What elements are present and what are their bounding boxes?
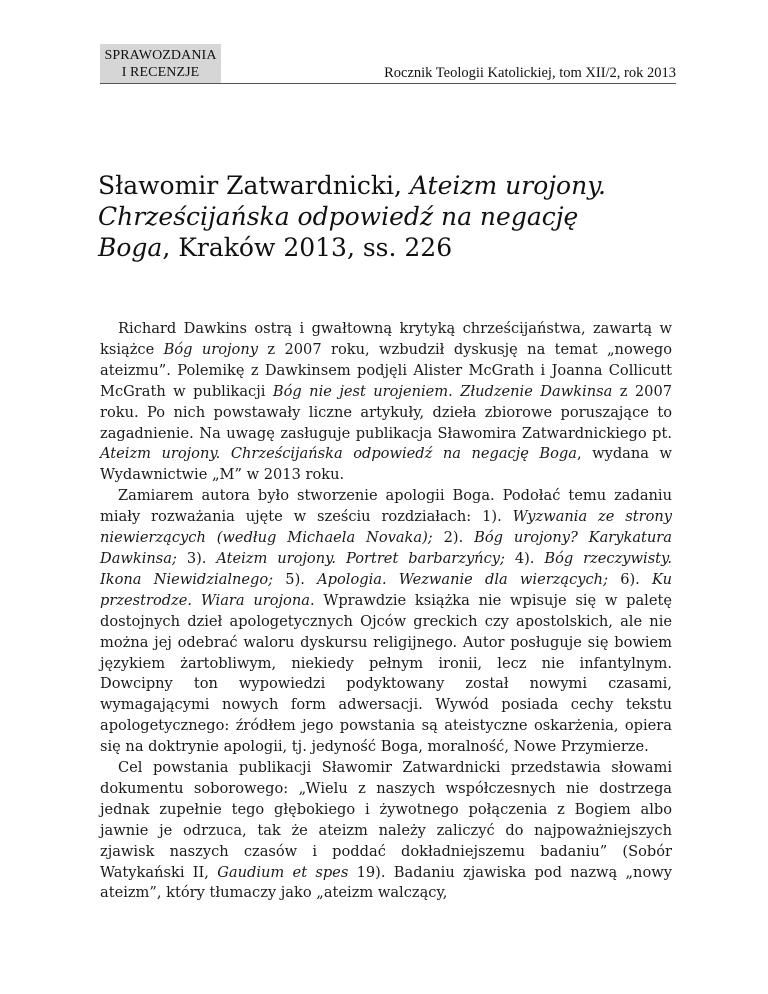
text-run: 5).: [273, 570, 318, 588]
title-book-part3: Boga: [98, 233, 163, 262]
review-body: [100, 319, 672, 904]
title-author: Sławomir Zatwardnicki,: [98, 171, 410, 200]
book-title-italic: Bóg nie jest urojeniem. Złudzenie Dawkinsa: [272, 382, 613, 400]
journal-title: Rocznik Teologii Katolickiej, tom XII/2, rok 2013: [384, 65, 676, 81]
text-run: 6).: [608, 570, 653, 588]
title-publication: , Kraków 2013, ss. 226: [162, 233, 453, 262]
text-run: Zamiarem autora było stworzenie apologii Boga. Podołać temu zadaniu miały rozważania ujęte w sześciu rozdziałach: 1).: [100, 487, 672, 526]
review-title: [98, 170, 678, 263]
text-run: , wydana w Wydawnictwie „M” w 2013 roku.: [100, 445, 672, 484]
text-run: z 2007 roku. Po nich powstawały liczne artykuły, dzieła zbiorowe poruszające to zagadnienie. Na uwagę zasługuje publikacja Sławomira Zatwardnickiego pt.: [100, 382, 673, 442]
book-title-italic: Bóg urojony: [163, 340, 258, 358]
chapter-title-italic: Ku przestrodze. Wiara urojona: [100, 570, 673, 609]
title-book-part1: Ateizm urojony.: [409, 171, 606, 200]
text-run: 2).: [432, 529, 475, 547]
paragraph-3: [100, 758, 672, 904]
text-run: Richard Dawkins ostrą i gwałtowną krytyką chrześcijaństwa, zawartą w książce: [100, 320, 672, 358]
text-run: z 2007 roku, wzbudził dyskusję na temat „nowego ateizmu”. Polemikę z Dawkinsem podjęli Alister McGrath i Joanna Collicutt McGrath w publikacji: [100, 340, 672, 400]
section-label-line2: I RECENZJE: [121, 65, 200, 80]
chapter-title-italic: Apologia. Wezwanie dla wierzących;: [317, 570, 608, 588]
section-badge: [100, 44, 221, 84]
paragraph-2: [100, 486, 672, 758]
chapter-title-italic: Bóg urojony? Karykatura Dawkinsa;: [100, 529, 672, 567]
chapter-title-italic: Bóg rzeczywisty. Ikona Niewidzialnego;: [100, 549, 672, 588]
chapter-title-italic: Wyzwania ze strony niewierzących (według Michaela Novaka);: [100, 508, 672, 547]
header-rule: [221, 83, 676, 84]
title-book-part2: Chrześcijańska odpowiedź na negację: [98, 202, 579, 231]
text-run: . Wprawdzie książka nie wpisuje się w paletę dostojnych dzieł apologetycznych Ojców greckich czy apostolskich, ale nie można jej odebrać waloru dyskursu religijnego. Autor posługuje się bowiem językiem żartobliwym, niekiedy pełnym ironii, lecz nie infantylnym. Dowcipny ton wypowiedzi podyktowany został nowymi czasami, wymagającymi nowych form adwersacji. Wywód posiada cechy tekstu apologetycznego: źródłem jego powstania są ateistyczne oskarżenia, opiera się na doktrynie apologii, tj. jedyność Boga, moralność, Nowe Przymierze.: [100, 591, 672, 756]
text-run: 3).: [176, 549, 217, 567]
section-label-line1: SPRAWOZDANIA: [104, 48, 217, 63]
document-title-italic: Gaudium et spes: [217, 863, 349, 881]
text-run: 4).: [504, 549, 545, 567]
book-title-italic: Ateizm urojony. Chrześcijańska odpowiedź na negację Boga: [100, 445, 577, 463]
paragraph-1: [100, 319, 672, 486]
text-run: 19). Badaniu zjawiska pod nazwą „nowy ateizm”, który tłumaczy jako „ateizm walczący,: [100, 863, 672, 902]
text-run: Cel powstania publikacji Sławomir Zatwardnicki przedstawia słowami dokumentu soborowego: „Wielu z naszych współczesnych nie dostrzega jednak zupełnie tego głębokiego i żywotnego połączenia z Bogiem albo jawnie je odrzuca, tak że ateizm należy zaliczyć do najpoważniejszych zjawisk naszych czasów i poddać dokładniejszemu badaniu” (Sobór Watykański II,: [100, 759, 672, 881]
chapter-title-italic: Ateizm urojony. Portret barbarzyńcy;: [216, 549, 505, 567]
running-header: [100, 44, 676, 84]
